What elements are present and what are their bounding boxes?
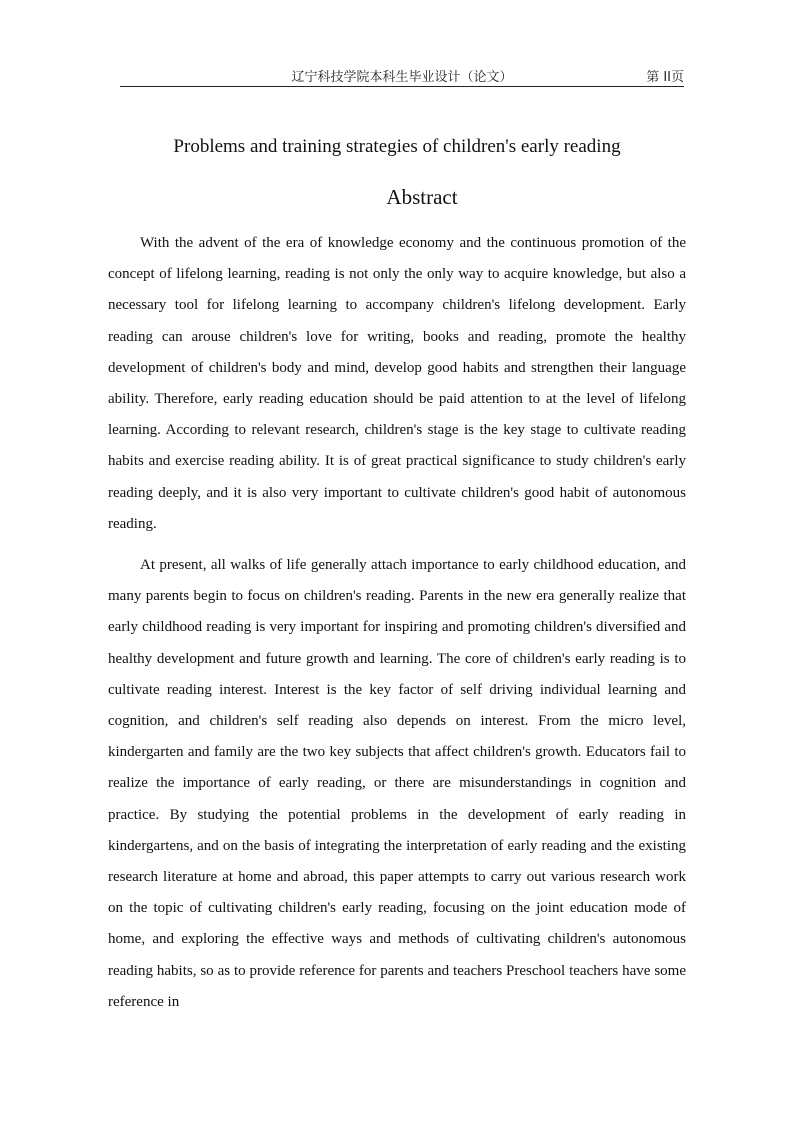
abstract-body	[108, 228, 686, 1028]
paper-title: Problems and training strategies of children's early reading	[173, 136, 621, 157]
header-title: 辽宁科技学院本科生毕业设计（论文）	[291, 70, 513, 85]
abstract-paragraph-2: At present, all walks of life generally attach importance to early childhood education, and many parents begin to focus on children's reading. Parents in the new era generally realize that early childhood reading is very important for inspiring and promoting children's diversified and healthy development and future growth and learning. The core of children's early reading is to cultivate reading interest. Interest is the key factor of self driving individual learning and cognition, and children's self reading also depends on interest. From the micro level, kindergarten and family are the two key subjects that affect children's growth. Educators fail to realize the importance of early reading, or there are misunderstandings in cognition and practice. By studying the potential problems in the development of early reading in kindergartens, and on the basis of integrating the interpretation of early reading and the existing research literature at home and abroad, this paper attempts to carry out various research work on the topic of cultivating children's early reading, focusing on the joint education mode of home, and exploring the effective ways and methods of cultivating children's autonomous reading habits, so as to provide reference for parents and teachers Preschool teachers have some reference in	[108, 557, 686, 1010]
abstract-paragraph-1: With the advent of the era of knowledge economy and the continuous promotion of the concept of lifelong learning, reading is not only the only way to acquire knowledge, but also a necessary tool for lifelong learning to accompany children's lifelong development. Early reading can arouse children's love for writing, books and reading, promote the healthy development of children's body and mind, develop good habits and strengthen their language ability. Therefore, early reading education should be paid attention to at the level of lifelong learning. According to relevant research, children's stage is the key stage to cultivate reading habits and exercise reading ability. It is of great practical significance to study children's early reading deeply, and it is also very important to cultivate children's good habit of autonomous reading.	[108, 235, 686, 532]
header-page-number: 第 II页	[646, 70, 684, 85]
page-header	[120, 64, 684, 87]
abstract-heading: Abstract	[386, 185, 458, 209]
